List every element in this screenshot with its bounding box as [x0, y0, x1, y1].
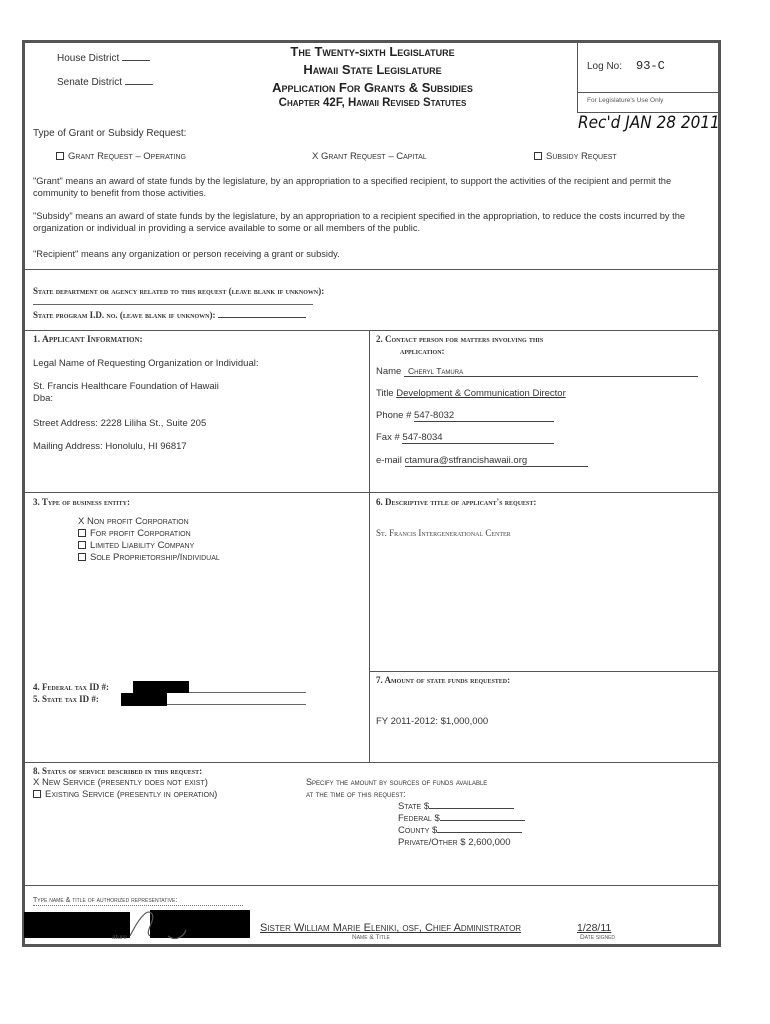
- contact-heading-1: 2. Contact person for matters involving this: [376, 334, 544, 344]
- request-type-label: Type of Grant or Subsidy Request:: [33, 128, 187, 139]
- title-line-3: Application For Grants & Subsidies: [272, 80, 473, 95]
- amount-heading: 7. Amount of state funds requested:: [376, 675, 511, 685]
- specify-line-1: Specify the amount by sources of funds available: [306, 777, 488, 787]
- street-address: Street Address: 2228 Liliha St., Suite 205: [33, 418, 207, 429]
- house-district-label: House District: [57, 53, 150, 64]
- county-funds-row: County $: [398, 825, 522, 836]
- state-funds-row: State $: [398, 801, 514, 812]
- grant-definition: "Grant" means an award of state funds by the legislature, by an appropriation to a specified recipient, to support the activities of the recipient and permit the community to benefit from those activities.: [33, 176, 672, 198]
- capital-option: X Grant Request – Capital: [312, 151, 427, 162]
- contact-email-row: e-mail ctamura@stfrancishawaii.org: [376, 455, 588, 467]
- existing-service-option: Existing Service (presently in operation): [33, 789, 217, 800]
- mailing-address: Mailing Address: Honolulu, HI 96817: [33, 441, 187, 452]
- federal-tax-label: 4. Federal tax ID #:: [33, 682, 109, 692]
- amount-value: FY 2011-2012: $1,000,000: [376, 716, 489, 727]
- sole-option: Sole Proprietorship/Individual: [78, 552, 220, 563]
- contact-name-row: Name Cheryl Tamura: [376, 366, 698, 377]
- descriptive-heading: 6. Descriptive title of applicant's request:: [376, 497, 537, 507]
- title-line-2: Hawaii State Legislature: [303, 62, 442, 77]
- forprofit-checkbox[interactable]: [78, 529, 86, 537]
- specify-line-2: at the time of this request:: [306, 789, 406, 799]
- contact-fax-row: Fax # 547-8034: [376, 432, 554, 444]
- log-value: 93-C: [636, 59, 665, 73]
- operating-option: Grant Request – Operating: [56, 151, 186, 162]
- date-signed: 1/28/11: [577, 922, 612, 934]
- date-caption: Date signed: [580, 934, 616, 941]
- signature-caption: ature: [112, 934, 127, 941]
- state-tax-redaction: [121, 693, 167, 706]
- dba-label: Dba:: [33, 393, 54, 404]
- applicant-heading: 1. Applicant Information:: [33, 335, 143, 345]
- federal-tax-redaction: [133, 681, 189, 693]
- operating-checkbox[interactable]: [56, 152, 64, 160]
- name-title-caption: Name & Title: [352, 934, 390, 941]
- title-line-1: The Twenty-sixth Legislature: [290, 44, 455, 59]
- subsidy-option: Subsidy Request: [534, 151, 617, 162]
- subsidy-checkbox[interactable]: [534, 152, 542, 160]
- recipient-definition: "Recipient" means any organization or person receiving a grant or subsidy.: [33, 249, 340, 259]
- senate-district-label: Senate District: [57, 77, 153, 88]
- contact-heading-2: application:: [400, 346, 445, 356]
- contact-title-value: Development & Communication Director: [396, 388, 566, 399]
- program-id-label: State program I.D. no. (leave blank if unknown):: [33, 310, 306, 320]
- status-heading: 8. Status of service described in this request:: [33, 766, 203, 776]
- org-name: St. Francis Healthcare Foundation of Hawaii: [33, 381, 219, 392]
- llc-checkbox[interactable]: [78, 541, 86, 549]
- log-label: Log No:: [587, 61, 623, 72]
- agency-label: State department or agency related to this request (leave blank if unknown):: [33, 286, 325, 296]
- descriptive-value: St. Francis Intergenerational Center: [376, 528, 511, 538]
- private-funds-row: Private/Other $ 2,600,000: [398, 837, 511, 848]
- contact-phone-value: 547-8032: [414, 410, 554, 422]
- contact-fax-value: 547-8034: [402, 432, 554, 444]
- llc-option: Limited Liability Company: [78, 540, 194, 551]
- federal-funds-row: Federal $: [398, 813, 525, 824]
- received-stamp: Rec'd JAN 28 2011: [578, 113, 720, 133]
- new-service-option: X New Service (presently does not exist): [33, 777, 208, 788]
- nonprofit-option: X Non profit Corporation: [78, 516, 189, 527]
- existing-service-checkbox[interactable]: [33, 790, 41, 798]
- forprofit-option: For profit Corporation: [78, 528, 191, 539]
- legislature-use-label: For Legislature's Use Only: [587, 97, 664, 104]
- signature-scribble: [128, 906, 188, 946]
- title-line-4: Chapter 42F, Hawaii Revised Statutes: [278, 97, 467, 109]
- representative-name: Sister William Marie Eleniki, osf, Chief Administrator: [260, 922, 522, 934]
- contact-title-row: Title Development & Communication Director: [376, 388, 566, 399]
- sole-checkbox[interactable]: [78, 553, 86, 561]
- type-name-label: Type name & title of authorized representative:: [33, 897, 178, 904]
- state-tax-label: 5. State tax ID #:: [33, 694, 99, 704]
- contact-email-value[interactable]: ctamura@stfrancishawaii.org: [405, 455, 588, 467]
- contact-name-value: Cheryl Tamura: [404, 366, 698, 377]
- legal-name-label: Legal Name of Requesting Organization or Individual:: [33, 358, 259, 369]
- business-heading: 3. Type of business entity:: [33, 497, 130, 507]
- subsidy-definition: "Subsidy" means an award of state funds by the legislature, by an appropriation to a recipient specified in the appropriation, to reduce the costs incurred by the organization or individual in providing a service available to some or all members of the public.: [33, 211, 686, 233]
- contact-phone-row: Phone # 547-8032: [376, 410, 554, 422]
